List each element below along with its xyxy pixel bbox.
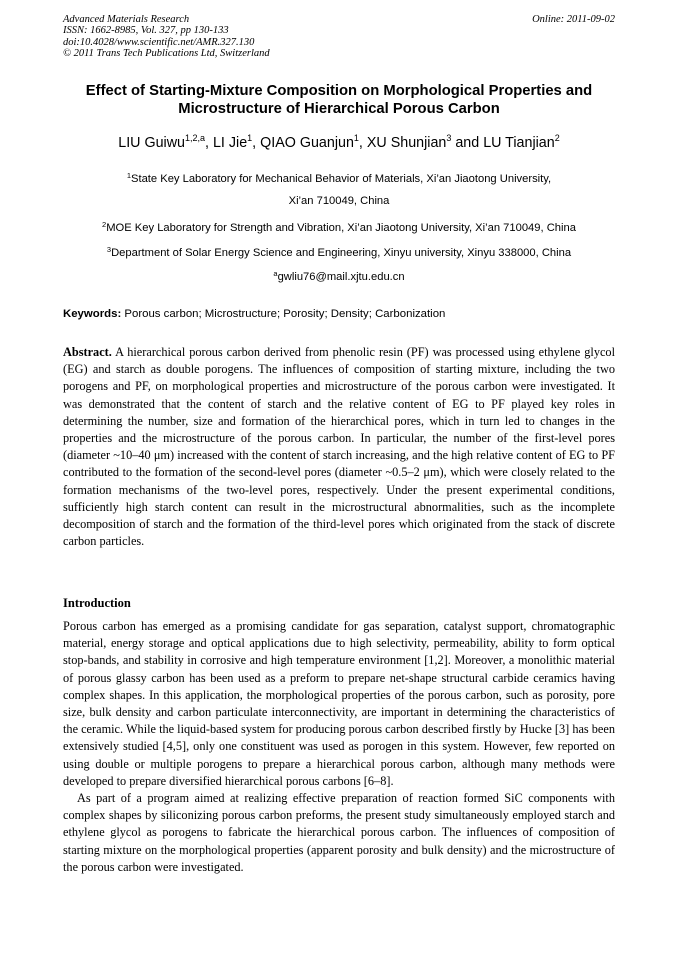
author-sep: , bbox=[358, 135, 367, 151]
author-name: LU Tianjian bbox=[483, 135, 555, 151]
email-sup: a bbox=[273, 269, 278, 278]
affiliation-1 bbox=[40, 171, 638, 185]
affiliation-1-line-2: Xi’an 710049, China bbox=[288, 195, 390, 207]
affiliation-text: Department of Solar Energy Science and Engineering, Xinyu university, Xinyu 338000, China bbox=[111, 247, 572, 259]
keywords bbox=[63, 308, 615, 320]
author-name: QIAO Guanjun bbox=[260, 135, 354, 151]
introduction-heading: Introduction bbox=[63, 596, 131, 610]
title-line-2: Microstructure of Hierarchical Porous Carbon bbox=[178, 101, 500, 117]
introduction-body bbox=[63, 618, 615, 876]
journal-name: Advanced Materials Research bbox=[63, 14, 190, 25]
email-text[interactable]: gwliu76@mail.xjtu.edu.cn bbox=[277, 271, 405, 283]
author-sep: , bbox=[252, 135, 261, 151]
affiliation-3 bbox=[40, 245, 638, 259]
copyright-line: © 2011 Trans Tech Publications Ltd, Switzerland bbox=[63, 48, 270, 60]
author-sup: 2 bbox=[554, 133, 560, 143]
keywords-label: Keywords: bbox=[63, 308, 122, 320]
issn-line: ISSN: 1662-8985, Vol. 327, pp 130-133 bbox=[63, 25, 229, 37]
author-sep: , bbox=[205, 135, 213, 151]
paper-title bbox=[50, 82, 628, 118]
affiliation-sup: 1 bbox=[126, 171, 131, 180]
author-name: LIU Guiwu bbox=[118, 135, 185, 151]
title-line-1: Effect of Starting-Mixture Composition on Morphological Properties and bbox=[85, 83, 593, 99]
author-name: XU Shunjian bbox=[366, 135, 447, 151]
keywords-text: Porous carbon; Microstructure; Porosity; Density; Carbonization bbox=[121, 308, 446, 320]
doi-line: doi:10.4028/www.scientific.net/AMR.327.130 bbox=[63, 36, 255, 48]
author-sup: 1,2,a bbox=[185, 133, 206, 143]
online-date: Online: 2011-09-02 bbox=[532, 14, 615, 25]
journal-header bbox=[63, 14, 270, 60]
author-list bbox=[40, 133, 638, 151]
affiliation-text: MOE Key Laboratory for Strength and Vibration, Xi’an Jiaotong University, Xi’an 710049, China bbox=[106, 222, 576, 234]
author-sup: 1 bbox=[353, 133, 359, 143]
author-email bbox=[40, 269, 638, 283]
author-and: and bbox=[451, 135, 484, 151]
paragraph: Porous carbon has emerged as a promising candidate for gas separation, catalyst support, chromatographic material, energy storage and optical applications due to high selectivity, permeability, ability to form optical stop-bands, and stability in corrosive and high temperature environment [1,2]. Moreover, a monolithic material of porous glassy carbon has been used as a preform to prepare net-shape structural carbide ceramics having complex shapes. In this application, the morphological properties of the porous carbon, such as porosity, pore size, bulk density and carbon particulate interconnectivity, are important in determining the characteristics of the ceramic. While the liquid-based system for producing porous carbon described firstly by Hucke [3] has been extensively studied [4,5], only one constituent was used as porogen in this system. However, few reported on using double or multiple porogens to prepare a hierarchical porous carbon, although many methods were developed to prepare diversified hierarchical porous carbons [6–8]. bbox=[63, 619, 615, 788]
affiliation-2 bbox=[40, 220, 638, 234]
abstract-text: A hierarchical porous carbon derived from phenolic resin (PF) was processed using ethylene glycol (EG) and starch as double porogens. The influences of composition of starting mixture, including the two porogens and PF, on morphological properties and microstructure of the porous carbon were investigated. It was demonstrated that the content of starch and the relative content of EG to PF played key roles in determining the number, size and formation of the hierarchical pores, which in turn led to changes in the properties and the microstructure of the porous carbon. In particular, the number of the first-level pores (diameter ~10–40 μm) increased with the content of starch increasing, and the high relative content of EG to PF contributed to the formation of the second-level pores (diameter ~0.5–2 μm), which were closely related to the formation mechanisms of the two-level pores, respectively. Under the present experimental conditions, sufficiently high starch content can result in the microstructural abnormalities, such as the incomplete decomposition of starch and the formation of the third-level pores which originated from the stack of discrete carbon particles. bbox=[63, 345, 615, 549]
author-sup: 3 bbox=[446, 133, 452, 143]
abstract bbox=[63, 344, 615, 550]
affiliation-text: State Key Laboratory for Mechanical Behavior of Materials, Xi’an Jiaotong University, bbox=[131, 173, 552, 185]
paragraph: As part of a program aimed at realizing effective preparation of reaction formed SiC components with complex shapes by siliconizing porous carbon preforms, the present study simultaneously employed starch and ethylene glycol as porogens to fabricate the hierarchical porous carbon. The influences of composition of starting mixture on the morphological properties (apparent porosity and bulk density) and the microstructure of the porous carbon were investigated. bbox=[63, 791, 615, 874]
abstract-label: Abstract. bbox=[63, 345, 112, 359]
author-sup: 1 bbox=[247, 133, 253, 143]
affiliation-sup: 2 bbox=[102, 220, 107, 229]
author-name: LI Jie bbox=[212, 135, 248, 151]
affiliation-sup: 3 bbox=[106, 245, 112, 254]
